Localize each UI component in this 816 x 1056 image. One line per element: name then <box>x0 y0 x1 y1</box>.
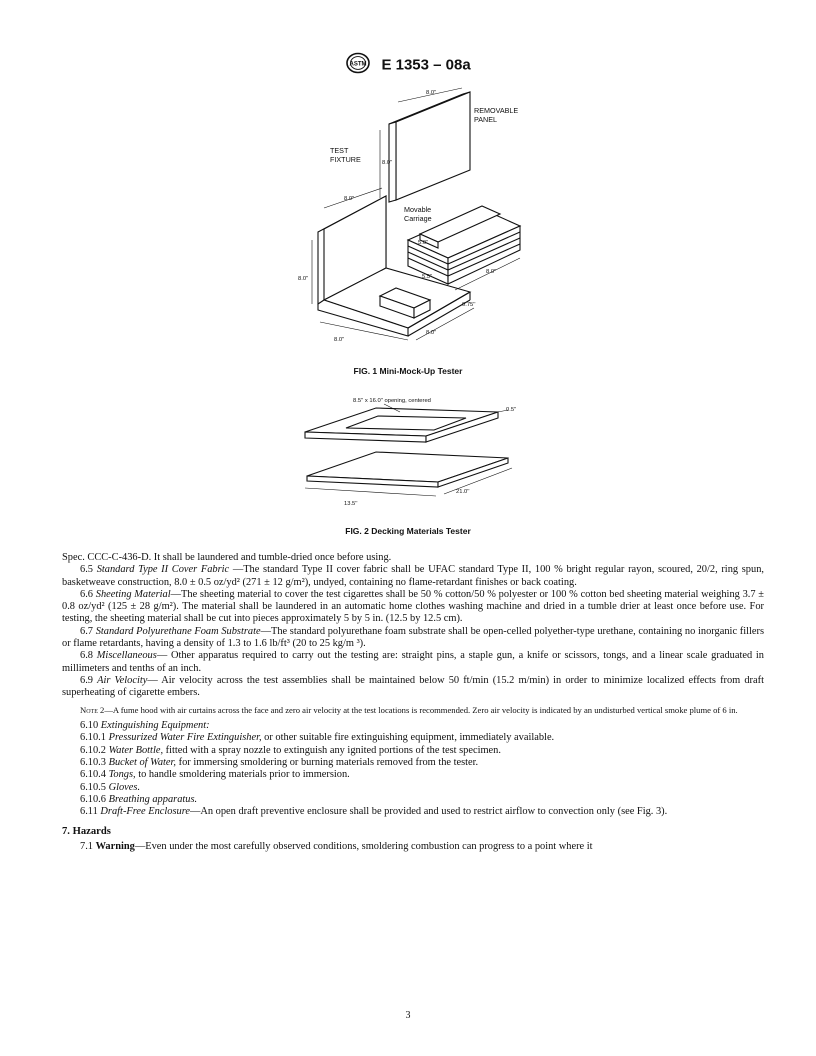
svg-text:8.0'': 8.0'' <box>334 337 345 343</box>
fig2-decking-materials-tester-drawing <box>296 392 522 518</box>
svg-text:8.5'' x 16.0'' opening, center: 8.5'' x 16.0'' opening, centered <box>353 398 431 404</box>
section-6-9: 6.9 Air Velocity— Air velocity across the test assemblies shall be maintained below 50 ft/min (15.2 m/min) in order to minimize localized effects from draft superheating of cigarette embers. <box>62 674 764 699</box>
section-6-10-3: 6.10.3 Bucket of Water, for immersing smoldering or burning materials removed from the tester. <box>80 757 479 769</box>
section-6-5: 6.5 Standard Type II Cover Fabric —The standard Type II cover fabric shall be UFAC standard Type II, 100 % bright regular rayon, scoured, 20/2, ring spun, basketweave construction, 8.0 ± 0.5 oz/yd² (271 ± 12 g/m²), undyed, containing no flame-retardant finishes or back coating. <box>62 564 764 588</box>
section-6-7: 6.7 Standard Polyurethane Foam Substrate—The standard polyurethane foam substrate shall be open-celled polyether-type urethane, containing no inorganic fillers or flame retardants, having a density of 1.3 to 1.6 lb/ft³ (20 to 25 kg/m ³). <box>62 625 764 650</box>
svg-text:13.5'': 13.5'' <box>344 501 358 507</box>
svg-text:8.0'': 8.0'' <box>426 330 437 336</box>
svg-text:Carriage: Carriage <box>404 214 432 223</box>
svg-text:8.0'': 8.0'' <box>486 269 497 275</box>
section-6-8: 6.8 Miscellaneous— Other apparatus required to carry out the testing are: straight pins, a staple gun, a knife or scissors, tongs, and a linear scale graduated in millimeters and tenths of an inch. <box>62 650 764 674</box>
page-number: 3 <box>405 1010 411 1021</box>
section-heading-hazards: 7. Hazards <box>62 825 111 837</box>
svg-text:Movable: Movable <box>404 205 432 214</box>
section-6-10-6: 6.10.6 Breathing apparatus. <box>80 793 198 805</box>
svg-text:8.0'': 8.0'' <box>382 160 393 166</box>
section-6-11: 6.11 Draft-Free Enclosure—An open draft preventive enclosure shall be provided and used to restrict airflow to convection only (see Fig. 3). <box>80 806 668 818</box>
svg-text:TEST: TEST <box>330 146 349 155</box>
svg-text:5.5'': 5.5'' <box>422 274 433 280</box>
svg-text:0.75'': 0.75'' <box>462 302 476 308</box>
svg-text:5.0'': 5.0'' <box>418 240 429 246</box>
section-6-10: 6.10 Extinguishing Equipment: <box>80 720 210 732</box>
section-6-10-4: 6.10.4 Tongs, to handle smoldering materials prior to immersion. <box>80 769 350 781</box>
svg-text:8.0'': 8.0'' <box>298 276 309 282</box>
paragraph-continuation: Spec. CCC-C-436-D. It shall be laundered and tumble-dried once before using. <box>62 552 392 563</box>
svg-text:PANEL: PANEL <box>474 115 498 124</box>
section-6-6: 6.6 Sheeting Material—The sheeting material to cover the test cigarettes shall be 50 % cotton/50 % polyester or 100 % cotton bed sheeting material weighing 3.7 ± 0.8 oz/yd² (125 ± 28 g/m²). The material shall be laundered in an automatic home clothes washing machine and dried in a tumble drier at least once before use. For testing, the sheeting material shall be cut into pieces approximately 5 by 5 in. (12.5 by 12.5 cm). <box>62 588 764 625</box>
svg-text:REMOVABLE: REMOVABLE <box>474 106 519 115</box>
fig2-caption: FIG. 2 Decking Materials Tester <box>345 526 471 536</box>
svg-text:FIXTURE: FIXTURE <box>330 155 361 164</box>
section-7-1: 7.1 Warning—Even under the most carefully observed conditions, smoldering combustion can progress to a point where it <box>80 840 593 852</box>
fig1-caption: FIG. 1 Mini-Mock-Up Tester <box>353 366 463 376</box>
standard-designation: E 1353 – 08a <box>381 56 471 74</box>
document-header <box>0 52 816 78</box>
astm-logo-icon <box>345 52 371 78</box>
section-6-10-5: 6.10.5 Gloves. <box>80 781 141 793</box>
fig1-mini-mock-up-tester-drawing <box>290 85 526 357</box>
note-2: Note 2—A fume hood with air curtains across the face and zero air velocity at the test locations is recommended. Zero air velocity is indicated by an undisturbed vertical smoke plume of 6 in. <box>80 704 738 715</box>
svg-text:8.0'': 8.0'' <box>426 90 437 96</box>
body-text <box>62 552 764 853</box>
svg-text:8.0'': 8.0'' <box>344 196 355 202</box>
section-6-10-2: 6.10.2 Water Bottle, fitted with a spray nozzle to extinguish any ignited portions of the test specimen. <box>80 744 501 756</box>
section-6-10-1: 6.10.1 Pressurized Water Fire Extinguisher, or other suitable fire extinguishing equipment, immediately available. <box>80 732 555 744</box>
svg-text:ASTM: ASTM <box>349 61 367 68</box>
svg-text:21.0'': 21.0'' <box>456 489 470 495</box>
svg-text:0.5'': 0.5'' <box>506 407 517 413</box>
